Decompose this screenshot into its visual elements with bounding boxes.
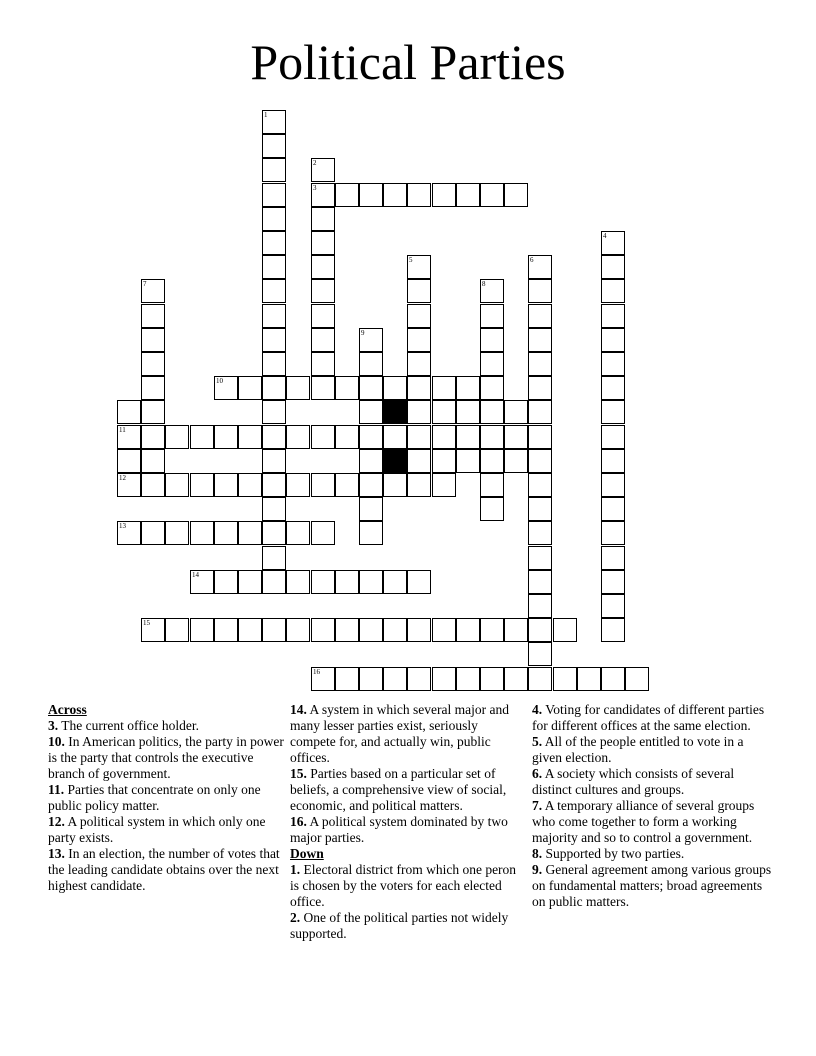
grid-cell[interactable] — [214, 425, 238, 449]
grid-cell[interactable] — [262, 352, 286, 376]
grid-cell[interactable] — [262, 473, 286, 497]
grid-cell[interactable] — [601, 449, 625, 473]
grid-cell[interactable] — [601, 618, 625, 642]
grid-cell[interactable] — [286, 425, 310, 449]
grid-cell[interactable] — [117, 521, 141, 545]
grid-cell[interactable] — [601, 594, 625, 618]
grid-cell[interactable] — [311, 158, 335, 182]
grid-cell[interactable] — [601, 400, 625, 424]
grid-cell[interactable] — [528, 618, 552, 642]
grid-cell[interactable] — [214, 521, 238, 545]
grid-cell[interactable] — [601, 376, 625, 400]
grid-cell[interactable] — [528, 400, 552, 424]
grid-cell[interactable] — [359, 497, 383, 521]
grid-cell[interactable] — [407, 352, 431, 376]
cell-number: 7 — [143, 280, 147, 288]
grid-cell[interactable] — [262, 231, 286, 255]
grid-cell[interactable] — [528, 449, 552, 473]
grid-cell[interactable] — [407, 618, 431, 642]
grid-cell[interactable] — [190, 521, 214, 545]
grid-cell[interactable] — [407, 667, 431, 691]
grid-cell[interactable] — [480, 183, 504, 207]
grid-cell[interactable] — [480, 352, 504, 376]
grid-cell[interactable] — [504, 667, 528, 691]
grid-cell[interactable] — [480, 279, 504, 303]
grid-cell[interactable] — [432, 618, 456, 642]
grid-cell[interactable] — [359, 570, 383, 594]
grid-cell[interactable] — [311, 304, 335, 328]
grid-cell[interactable] — [165, 521, 189, 545]
grid-cell[interactable] — [601, 497, 625, 521]
grid-cell[interactable] — [456, 183, 480, 207]
grid-cell[interactable] — [432, 473, 456, 497]
grid-cell[interactable] — [480, 618, 504, 642]
grid-cell[interactable] — [480, 304, 504, 328]
grid-cell[interactable] — [480, 376, 504, 400]
grid-cell[interactable] — [238, 376, 262, 400]
grid-cell[interactable] — [311, 183, 335, 207]
grid-cell[interactable] — [141, 352, 165, 376]
page-title: Political Parties — [250, 34, 566, 90]
grid-cell[interactable] — [262, 546, 286, 570]
grid-cell[interactable] — [528, 546, 552, 570]
grid-cell[interactable] — [311, 521, 335, 545]
grid-cell[interactable] — [456, 449, 480, 473]
grid-cell[interactable] — [262, 521, 286, 545]
grid-cell[interactable] — [141, 425, 165, 449]
grid-cell[interactable] — [456, 400, 480, 424]
grid-cell[interactable] — [601, 473, 625, 497]
clue-item — [48, 846, 284, 894]
grid-cell[interactable] — [480, 328, 504, 352]
grid-cell[interactable] — [262, 110, 286, 134]
grid-cell[interactable] — [359, 352, 383, 376]
grid-cell[interactable] — [528, 642, 552, 666]
grid-cell[interactable] — [214, 618, 238, 642]
grid-cell[interactable] — [238, 618, 262, 642]
grid-cell[interactable] — [117, 400, 141, 424]
grid-cell[interactable] — [262, 376, 286, 400]
grid-cell[interactable] — [311, 255, 335, 279]
grid-cell[interactable] — [359, 400, 383, 424]
clue-number: 7. — [532, 798, 543, 813]
grid-cell[interactable] — [359, 183, 383, 207]
grid-cell[interactable] — [432, 400, 456, 424]
cell-number: 2 — [313, 159, 317, 167]
grid-cell[interactable] — [141, 618, 165, 642]
grid-cell[interactable] — [383, 473, 407, 497]
grid-cell[interactable] — [190, 473, 214, 497]
cell-number: 6 — [530, 256, 534, 264]
grid-cell[interactable] — [504, 449, 528, 473]
grid-cell[interactable] — [528, 570, 552, 594]
clue-item — [48, 782, 284, 814]
clue-text: A system in which several major and many lesser parties exist, seriously compete for, and actually win, public offices. — [290, 702, 509, 765]
grid-cell[interactable] — [141, 521, 165, 545]
clue-item — [290, 814, 526, 846]
grid-cell[interactable] — [601, 255, 625, 279]
clue-text: In American politics, the party in power is the party that controls the executive branch of government. — [48, 734, 284, 781]
grid-cell[interactable] — [407, 255, 431, 279]
grid-cell[interactable] — [190, 570, 214, 594]
grid-cell[interactable] — [456, 667, 480, 691]
clue-text: In an election, the number of votes that the leading candidate obtains over the next highest candidate. — [48, 846, 280, 893]
clue-text: A temporary alliance of several groups who come together to form a working majority and so to control a government. — [532, 798, 755, 845]
clue-number: 4. — [532, 702, 543, 717]
grid-cell[interactable] — [432, 667, 456, 691]
grid-cell[interactable] — [504, 183, 528, 207]
clue-text: All of the people entitled to vote in a given election. — [532, 734, 744, 765]
grid-cell[interactable] — [383, 376, 407, 400]
grid-cell[interactable] — [262, 134, 286, 158]
grid-cell[interactable] — [601, 279, 625, 303]
cell-number: 10 — [216, 377, 223, 385]
clue-item — [532, 862, 772, 910]
grid-cell[interactable] — [383, 667, 407, 691]
grid-cell[interactable] — [480, 400, 504, 424]
grid-cell[interactable] — [311, 667, 335, 691]
grid-cell[interactable] — [407, 570, 431, 594]
grid-cell[interactable] — [601, 667, 625, 691]
clue-text: Voting for candidates of different parties for different offices at the same election. — [532, 702, 765, 733]
clue-text: A political system dominated by two major parties. — [290, 814, 508, 845]
cell-number: 9 — [361, 329, 365, 337]
grid-cell[interactable] — [335, 570, 359, 594]
grid-cell[interactable] — [407, 473, 431, 497]
clue-number: 8. — [532, 846, 543, 861]
clue-number: 13. — [48, 846, 65, 861]
clue-item — [532, 734, 772, 766]
grid-cell[interactable] — [117, 425, 141, 449]
grid-cell[interactable] — [528, 521, 552, 545]
grid-cell[interactable] — [262, 279, 286, 303]
grid-cell[interactable] — [335, 376, 359, 400]
grid-cell[interactable] — [165, 473, 189, 497]
grid-cell[interactable] — [286, 521, 310, 545]
grid-cell[interactable] — [383, 618, 407, 642]
clue-number: 5. — [532, 734, 543, 749]
grid-cell[interactable] — [311, 207, 335, 231]
grid-cell[interactable] — [311, 473, 335, 497]
cell-number: 13 — [119, 522, 126, 530]
grid-cell[interactable] — [528, 255, 552, 279]
cell-number: 4 — [603, 232, 607, 240]
grid-cell[interactable] — [407, 400, 431, 424]
clue-text: A society which consists of several distinct cultures and groups. — [532, 766, 735, 797]
grid-cell[interactable] — [262, 207, 286, 231]
grid-cell[interactable] — [359, 376, 383, 400]
grid-cell[interactable] — [262, 449, 286, 473]
grid-cell[interactable] — [383, 570, 407, 594]
cell-number: 8 — [482, 280, 486, 288]
grid-cell[interactable] — [480, 425, 504, 449]
grid-cell[interactable] — [407, 279, 431, 303]
grid-cell[interactable] — [480, 449, 504, 473]
grid-cell[interactable] — [528, 279, 552, 303]
grid-cell[interactable] — [383, 183, 407, 207]
clue-item — [532, 766, 772, 798]
grid-cell[interactable] — [528, 425, 552, 449]
grid-cell[interactable] — [625, 667, 649, 691]
grid-cell[interactable] — [577, 667, 601, 691]
grid-cell[interactable] — [262, 255, 286, 279]
grid-cell[interactable] — [262, 304, 286, 328]
grid-cell[interactable] — [262, 570, 286, 594]
clue-number: 14. — [290, 702, 307, 717]
grid-cell[interactable] — [335, 473, 359, 497]
grid-cell[interactable] — [335, 183, 359, 207]
clue-number: 16. — [290, 814, 307, 829]
grid-cell[interactable] — [214, 473, 238, 497]
grid-cell[interactable] — [286, 376, 310, 400]
grid-cell[interactable] — [359, 521, 383, 545]
cell-number: 11 — [119, 426, 126, 434]
clue-text: A political system in which only one party exists. — [48, 814, 266, 845]
grid-cell[interactable] — [407, 449, 431, 473]
grid-cell[interactable] — [359, 449, 383, 473]
grid-cell[interactable] — [311, 328, 335, 352]
grid-cell[interactable] — [141, 473, 165, 497]
grid-cell[interactable] — [141, 376, 165, 400]
grid-cell[interactable] — [190, 618, 214, 642]
across-heading: Across — [48, 702, 87, 717]
clue-text: General agreement among various groups on fundamental matters; broad agreements on public matters. — [532, 862, 772, 909]
grid-cell[interactable] — [407, 376, 431, 400]
grid-cell[interactable] — [117, 449, 141, 473]
clue-number: 1. — [290, 862, 301, 877]
grid-cell[interactable] — [432, 183, 456, 207]
grid-cell[interactable] — [141, 279, 165, 303]
grid-cell[interactable] — [262, 618, 286, 642]
cell-number: 3 — [313, 184, 317, 192]
cell-number: 12 — [119, 474, 126, 482]
grid-cell[interactable] — [311, 570, 335, 594]
grid-cell[interactable] — [165, 425, 189, 449]
grid-cell[interactable] — [311, 618, 335, 642]
grid-cell[interactable] — [262, 183, 286, 207]
grid-cell[interactable] — [238, 521, 262, 545]
grid-cell[interactable] — [528, 376, 552, 400]
grid-cell[interactable] — [190, 425, 214, 449]
grid-cell[interactable] — [286, 570, 310, 594]
clue-item — [290, 766, 526, 814]
grid-cell[interactable] — [359, 328, 383, 352]
clue-item — [290, 910, 526, 942]
grid-cell[interactable] — [528, 497, 552, 521]
grid-cell[interactable] — [407, 328, 431, 352]
clue-item — [290, 702, 526, 766]
grid-cell[interactable] — [335, 667, 359, 691]
grid-cell[interactable] — [528, 594, 552, 618]
clue-item — [48, 814, 284, 846]
clue-item — [48, 718, 284, 734]
grid-cell[interactable] — [165, 618, 189, 642]
cell-number: 1 — [264, 111, 268, 119]
grid-cell[interactable] — [359, 667, 383, 691]
clue-text: One of the political parties not widely supported. — [290, 910, 509, 941]
grid-cell[interactable] — [528, 304, 552, 328]
grid-cell[interactable] — [601, 570, 625, 594]
cell-number: 15 — [143, 619, 150, 627]
grid-cell[interactable] — [262, 497, 286, 521]
clue-number: 9. — [532, 862, 543, 877]
grid-cell[interactable] — [528, 328, 552, 352]
grid-cell[interactable] — [141, 400, 165, 424]
clue-number: 2. — [290, 910, 301, 925]
grid-cell[interactable] — [141, 304, 165, 328]
clues-column-2 — [290, 702, 526, 942]
grid-cell[interactable] — [456, 618, 480, 642]
grid-cell[interactable] — [286, 618, 310, 642]
grid-cell[interactable] — [238, 473, 262, 497]
grid-cell[interactable] — [601, 521, 625, 545]
clue-number: 15. — [290, 766, 307, 781]
grid-cell[interactable] — [432, 425, 456, 449]
down-heading: Down — [290, 846, 324, 861]
grid-cell[interactable] — [456, 425, 480, 449]
grid-cell[interactable] — [480, 473, 504, 497]
clue-number: 6. — [532, 766, 543, 781]
grid-cell[interactable] — [383, 425, 407, 449]
grid-cell[interactable] — [311, 231, 335, 255]
black-cell — [383, 400, 407, 424]
grid-cell[interactable] — [528, 667, 552, 691]
grid-cell[interactable] — [601, 304, 625, 328]
grid-cell[interactable] — [141, 449, 165, 473]
black-cell — [383, 449, 407, 473]
clues-column-1 — [48, 702, 284, 894]
grid-cell[interactable] — [601, 425, 625, 449]
grid-cell[interactable] — [601, 352, 625, 376]
grid-cell[interactable] — [359, 473, 383, 497]
cell-number: 5 — [409, 256, 413, 264]
grid-cell[interactable] — [262, 425, 286, 449]
clue-text: Supported by two parties. — [545, 846, 685, 861]
cell-number: 14 — [192, 571, 199, 579]
grid-cell[interactable] — [311, 376, 335, 400]
clue-text: Electoral district from which one peron is chosen by the voters for each elected office. — [290, 862, 517, 909]
clue-item — [532, 798, 772, 846]
grid-cell[interactable] — [407, 304, 431, 328]
clue-text: The current office holder. — [61, 718, 199, 733]
grid-cell[interactable] — [311, 352, 335, 376]
grid-cell[interactable] — [504, 618, 528, 642]
clue-number: 3. — [48, 718, 59, 733]
clue-item — [48, 734, 284, 782]
cell-number: 16 — [313, 668, 320, 676]
grid-cell[interactable] — [262, 400, 286, 424]
clue-text: Parties that concentrate on only one public policy matter. — [48, 782, 261, 813]
grid-cell[interactable] — [504, 425, 528, 449]
grid-cell[interactable] — [528, 352, 552, 376]
clue-item — [532, 702, 772, 734]
grid-cell[interactable] — [407, 425, 431, 449]
grid-cell[interactable] — [601, 546, 625, 570]
grid-cell[interactable] — [335, 425, 359, 449]
grid-cell[interactable] — [286, 473, 310, 497]
grid-cell[interactable] — [553, 667, 577, 691]
grid-cell[interactable] — [262, 158, 286, 182]
clue-text: Parties based on a particular set of beliefs, a comprehensive view of social, economic, and political matters. — [290, 766, 507, 813]
grid-cell[interactable] — [432, 449, 456, 473]
grid-cell[interactable] — [262, 328, 286, 352]
grid-cell[interactable] — [553, 618, 577, 642]
grid-cell[interactable] — [238, 570, 262, 594]
clues-column-3 — [532, 702, 772, 910]
grid-cell[interactable] — [335, 618, 359, 642]
grid-cell[interactable] — [528, 473, 552, 497]
grid-cell[interactable] — [407, 183, 431, 207]
grid-cell[interactable] — [432, 376, 456, 400]
grid-cell[interactable] — [359, 618, 383, 642]
grid-cell[interactable] — [141, 328, 165, 352]
grid-cell[interactable] — [480, 497, 504, 521]
grid-cell[interactable] — [214, 376, 238, 400]
grid-cell[interactable] — [504, 400, 528, 424]
clue-number: 11. — [48, 782, 65, 797]
grid-cell[interactable] — [456, 376, 480, 400]
clue-item — [290, 862, 526, 910]
grid-cell[interactable] — [480, 667, 504, 691]
grid-cell[interactable] — [117, 473, 141, 497]
clue-number: 12. — [48, 814, 65, 829]
grid-cell[interactable] — [601, 231, 625, 255]
grid-cell[interactable] — [238, 425, 262, 449]
grid-cell[interactable] — [214, 570, 238, 594]
grid-cell[interactable] — [359, 425, 383, 449]
clue-number: 10. — [48, 734, 65, 749]
clue-item — [532, 846, 772, 862]
grid-cell[interactable] — [311, 279, 335, 303]
grid-cell[interactable] — [601, 328, 625, 352]
grid-cell[interactable] — [311, 425, 335, 449]
